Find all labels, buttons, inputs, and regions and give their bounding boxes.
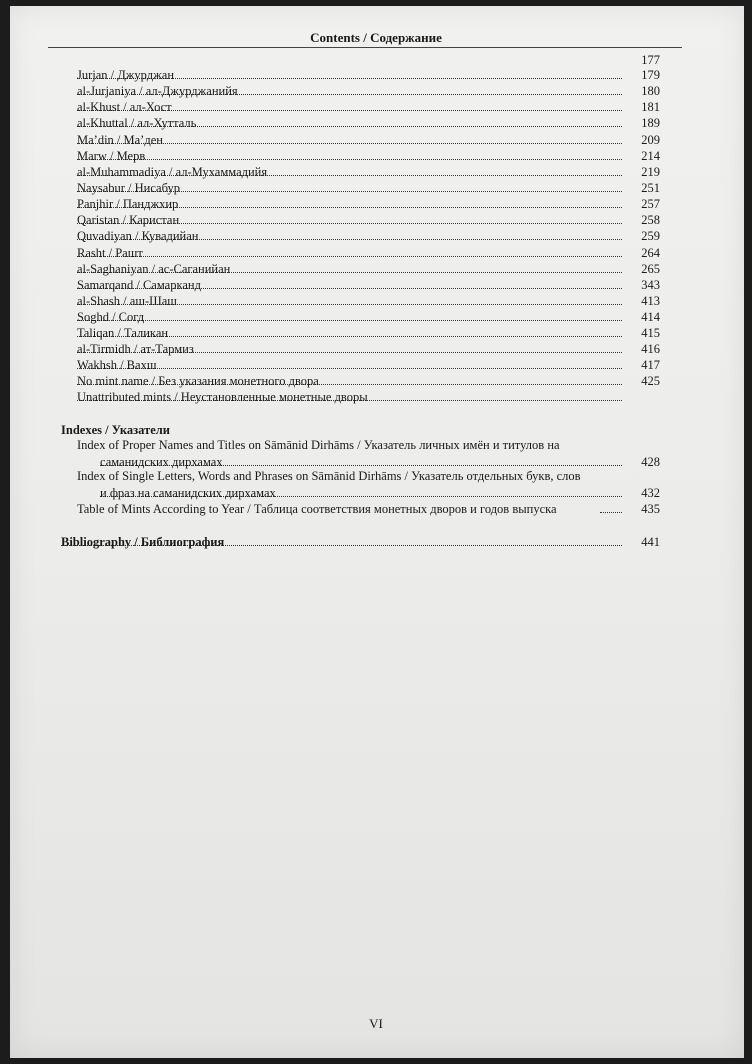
toc-page-number: 257 bbox=[641, 197, 660, 211]
toc-continued-row bbox=[0, 53, 752, 68]
toc-entry-title: Wakhsh / Вахш bbox=[77, 358, 157, 372]
toc-entry-title: Panjhir / Панджхир bbox=[77, 197, 179, 211]
bibliography-title: Bibliography / Библиография bbox=[61, 535, 225, 549]
toc-page-number: 343 bbox=[641, 278, 660, 292]
toc-entry-title: Taliqan / Таликан bbox=[77, 326, 169, 340]
toc-entry[interactable] bbox=[0, 197, 752, 212]
toc-entry[interactable] bbox=[0, 342, 752, 357]
toc-entry[interactable] bbox=[0, 165, 752, 180]
toc-entry-title: Naysabur / Нисабур bbox=[77, 181, 180, 195]
toc-leader bbox=[77, 320, 622, 321]
toc-page-number: 265 bbox=[641, 262, 660, 276]
toc-entry[interactable] bbox=[0, 310, 752, 325]
toc-entry[interactable] bbox=[0, 390, 752, 405]
toc-entry[interactable] bbox=[0, 229, 752, 244]
toc-leader bbox=[77, 256, 622, 257]
toc-entry-title: Quvadiyan / Кувадийан bbox=[77, 229, 199, 243]
toc-entry[interactable] bbox=[0, 181, 752, 196]
toc-page-number: 259 bbox=[641, 229, 660, 243]
toc-entry[interactable] bbox=[0, 100, 752, 115]
toc-page-number: 181 bbox=[641, 100, 660, 114]
toc-entry[interactable] bbox=[0, 149, 752, 164]
toc-entry-title: al-Khust / ал-Хост bbox=[77, 100, 172, 114]
toc-entry[interactable] bbox=[0, 262, 752, 277]
toc-leader bbox=[600, 512, 622, 513]
toc-entry[interactable] bbox=[0, 246, 752, 261]
toc-page-number: 219 bbox=[641, 165, 660, 179]
toc-leader bbox=[77, 368, 622, 369]
toc-page-number: 414 bbox=[641, 310, 660, 324]
toc-page-number: 177 bbox=[641, 53, 660, 67]
toc-entry-title: al-Jurjaniya / ал-Джурджанийя bbox=[77, 84, 238, 98]
toc-page-number: 415 bbox=[641, 326, 660, 340]
toc-page-number: 251 bbox=[641, 181, 660, 195]
index-entry-title-cont: саманидских дирхамах bbox=[100, 455, 223, 469]
index-entry-title: Index of Single Letters, Words and Phrases on Sāmānid Dirhāms / Указатель отдельных букв, слов bbox=[77, 469, 581, 483]
toc-page-number: 413 bbox=[641, 294, 660, 308]
toc-entry-title: Unattributed mints / Неустановленные монетные дворы bbox=[77, 390, 368, 404]
toc-page-number: 428 bbox=[641, 455, 660, 469]
index-entry[interactable] bbox=[0, 455, 752, 470]
index-entry[interactable] bbox=[0, 486, 752, 501]
toc-entry[interactable] bbox=[0, 213, 752, 228]
toc-page-number: 209 bbox=[641, 133, 660, 147]
index-entry-line1[interactable] bbox=[0, 438, 752, 453]
toc-entry-title: al-Saghaniyan / ас-Саганийан bbox=[77, 262, 231, 276]
toc-entry[interactable] bbox=[0, 294, 752, 309]
index-entry[interactable] bbox=[0, 502, 752, 517]
toc-entry-title: No mint name / Без указания монетного двора bbox=[77, 374, 319, 388]
toc-leader bbox=[77, 159, 622, 160]
toc-entry-title: al-Shash / аш-Шаш bbox=[77, 294, 177, 308]
toc-entry-title: Samarqand / Самарканд bbox=[77, 278, 201, 292]
page-title: Contents / Содержание bbox=[310, 30, 442, 45]
toc-page-number: 417 bbox=[641, 358, 660, 372]
toc-entry-title: Qaristan / Каристан bbox=[77, 213, 180, 227]
header-rule bbox=[48, 47, 682, 48]
toc-page-number: 179 bbox=[641, 68, 660, 82]
toc-page-number: 432 bbox=[641, 486, 660, 500]
toc-entry[interactable] bbox=[0, 116, 752, 131]
toc-page-number: 425 bbox=[641, 374, 660, 388]
section-heading-indexes: Indexes / Указатели bbox=[61, 423, 170, 437]
toc-page-number: 214 bbox=[641, 149, 660, 163]
toc-entry[interactable] bbox=[0, 133, 752, 148]
toc-page-number: 189 bbox=[641, 116, 660, 130]
toc-page-number: 435 bbox=[641, 502, 660, 516]
toc-entry-title: Soghd / Согд bbox=[77, 310, 145, 324]
index-entry-title: Table of Mints According to Year / Таблица соответствия монетных дворов и годов выпуска bbox=[77, 502, 557, 516]
toc-page-number: 180 bbox=[641, 84, 660, 98]
toc-page-number: 264 bbox=[641, 246, 660, 260]
index-entry-line1[interactable] bbox=[0, 469, 752, 484]
index-entry-title: Index of Proper Names and Titles on Sāmānid Dirhāms / Указатель личных имён и титулов на bbox=[77, 438, 560, 452]
page-number-folio: VI bbox=[369, 1016, 383, 1031]
toc-entry-title: Ma’din / Ма’ден bbox=[77, 133, 163, 147]
bibliography-entry[interactable] bbox=[0, 535, 752, 550]
toc-entry[interactable] bbox=[0, 326, 752, 341]
toc-page-number: 258 bbox=[641, 213, 660, 227]
toc-entry[interactable] bbox=[0, 358, 752, 373]
toc-page-number: 416 bbox=[641, 342, 660, 356]
toc-page-number: 441 bbox=[641, 535, 660, 549]
toc-entry-title: Jurjan / Джурджан bbox=[77, 68, 175, 82]
toc-entry-title: Rasht / Рашт bbox=[77, 246, 143, 260]
toc-entry-title: Marw / Мерв bbox=[77, 149, 146, 163]
toc-entry-title: al-Tirmidh / ат-Тармиз bbox=[77, 342, 194, 356]
toc-entry[interactable] bbox=[0, 278, 752, 293]
toc-entry[interactable] bbox=[0, 374, 752, 389]
toc-entry-title: al-Muhammadiya / ал-Мухаммадийя bbox=[77, 165, 268, 179]
toc-entry[interactable] bbox=[0, 68, 752, 83]
toc-entry-title: al-Khuttal / ал-Хутталь bbox=[77, 116, 197, 130]
index-entry-title-cont: и фраз на саманидских дирхамах bbox=[100, 486, 276, 500]
toc-entry[interactable] bbox=[0, 84, 752, 99]
